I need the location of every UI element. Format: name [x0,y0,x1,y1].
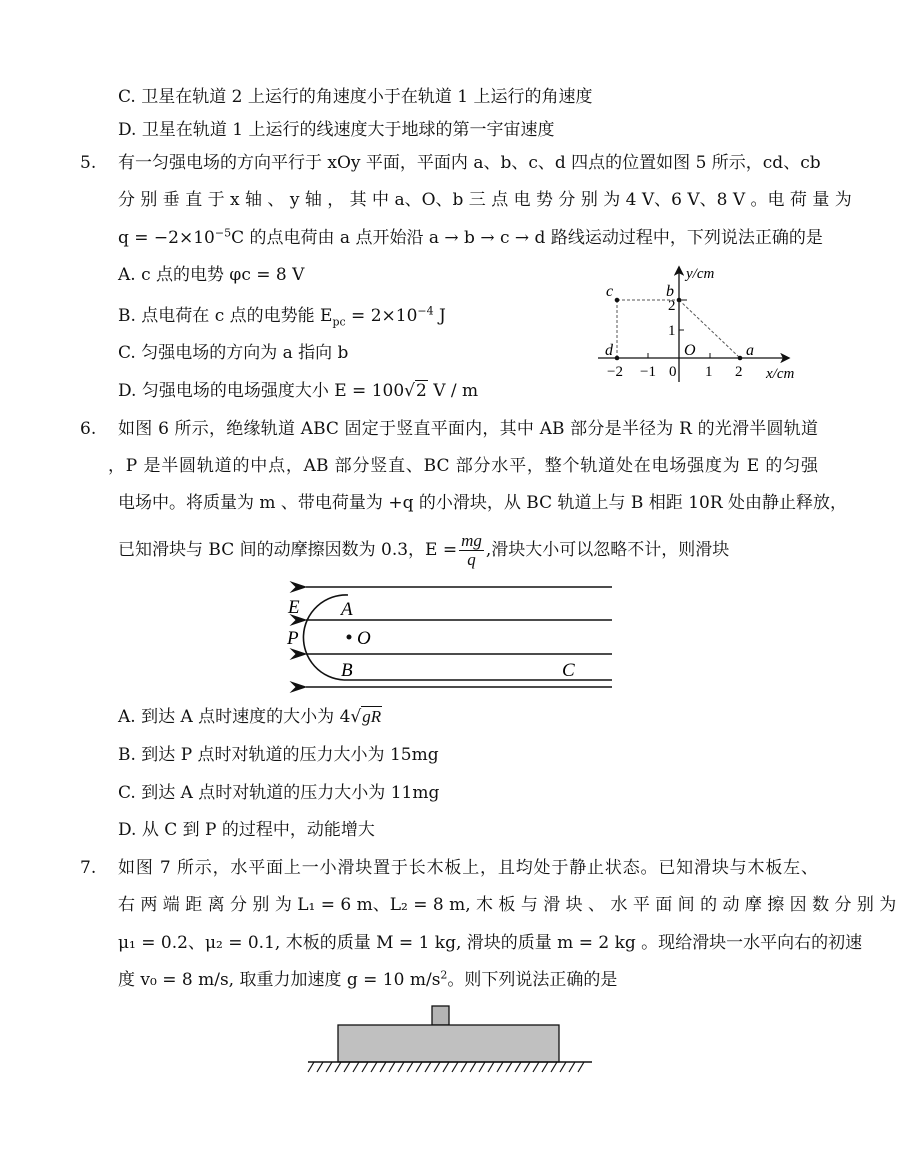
hatch-mark [371,1062,377,1072]
hatch-mark [407,1062,413,1072]
hatch-mark [326,1062,332,1072]
hatch-mark [569,1062,575,1072]
label-a: a [746,342,754,359]
hatch-mark [317,1062,323,1072]
y-tick-label: 2 [668,298,676,314]
label-b: B [341,660,353,681]
point-a [738,356,743,361]
label-b: b [666,283,674,300]
sqrt-icon: √ [404,381,415,401]
center-o [347,635,352,640]
fraction-numerator: mg [461,531,482,550]
hatch-mark [362,1062,368,1072]
hatch-mark [488,1062,494,1072]
label-a: A [341,599,353,620]
hatch-mark [578,1062,584,1072]
label-p: P [287,628,299,649]
hatch-mark [506,1062,512,1072]
point-b [677,298,682,303]
q5-option-a: A. c 点的电势 φc = 8 V [118,265,305,285]
ground-hatching [308,1062,584,1072]
hatch-mark [398,1062,404,1072]
hatch-mark [353,1062,359,1072]
x-tick-label: −2 [607,364,623,380]
hatch-mark [425,1062,431,1072]
q6-option-a-text: A. 到达 A 点时速度的大小为 4 [118,707,351,727]
hatch-mark [389,1062,395,1072]
q5-stem-line2: 分 别 垂 直 于 x 轴 、 y 轴 ， 其 中 a、O、b 三 点 电 势 分 别 为 4 V、6 V、8 V 。电 荷 量 为 [118,190,852,210]
q6-option-a [118,706,382,728]
hatch-mark [533,1062,539,1072]
q6-option-c: C. 到达 A 点时对轨道的压力大小为 11mg [118,783,440,803]
label-d: d [605,342,613,359]
fraction-mg-over-q [459,532,484,569]
figure-6-track-diagram [270,575,630,700]
y-tick-label: 1 [668,323,676,339]
q6-option-a-radicand: gR [362,707,382,726]
q7-exponent: 2 [440,968,448,982]
label-e: E [288,597,300,618]
hatch-mark [416,1062,422,1072]
q7-number: 7. [80,858,97,878]
q6-stem-line4-rest: ,滑块大小可以忽略不计，则滑块 [485,540,730,560]
small-block [432,1006,449,1025]
fraction-denominator: q [467,550,476,569]
figure-5-coordinate-diagram [590,258,810,388]
q5-option-b-text: B. 点电荷在 c 点的电势能 E [118,306,333,326]
hatch-mark [344,1062,350,1072]
q6-stem-line1: 如图 6 所示，绝缘轨道 ABC 固定于竖直平面内，其中 AB 部分是半径为 R 的光滑半圆轨道 [118,419,818,439]
q7-stem-line1: 如图 7 所示，水平面上一小滑块置于长木板上，且均处于静止状态。已知滑块与木板左、 [118,858,818,878]
q7-stem-line2: 右 两 端 距 离 分 别 为 L₁ = 6 m、L₂ = 8 m, 木 板 与 滑 块 、 水 平 面 间 的 动 摩 擦 因 数 分 别 为 [118,895,897,915]
label-c: C [562,660,575,681]
q6-option-b: B. 到达 P 点时对轨道的压力大小为 15mg [118,745,439,765]
point-c [615,298,620,303]
q4-option-c: C. 卫星在轨道 2 上运行的角速度小于在轨道 1 上运行的角速度 [118,87,593,107]
hatch-mark [461,1062,467,1072]
y-axis-label: y/cm [686,266,715,282]
hatch-mark [479,1062,485,1072]
q7-stem-line3: μ₁ = 0.2、μ₂ = 0.1, 木板的质量 M = 1 kg, 滑块的质量 m = 2 kg 。现给滑块一水平向右的初速 [118,933,863,953]
long-board [338,1025,559,1062]
hatch-mark [308,1062,314,1072]
q5-option-d-text: D. 匀强电场的电场强度大小 E = 100 [118,381,405,401]
x-axis-label: x/cm [766,366,795,382]
q5-charge-exponent: −5 [214,226,232,240]
q5-stem-rest: C 的点电荷由 a 点开始沿 a → b → c → d 路线运动过程中，下列说法正确的是 [231,228,823,248]
q5-stem-line1: 有一匀强电场的方向平行于 xOy 平面，平面内 a、b、c、d 四点的位置如图 5 所示，cd、cb [118,153,821,173]
q5-option-d [118,380,478,402]
q7-stem-line4 [118,969,617,991]
q5-option-c: C. 匀强电场的方向为 a 指向 b [118,343,349,363]
label-origin: O [684,342,696,359]
q5-option-b [118,305,446,327]
label-c: c [606,283,614,300]
sqrt-icon: √ [350,707,362,727]
q5-option-d-unit: V / m [427,381,479,401]
hatch-mark [470,1062,476,1072]
q5-charge-value: q = −2×10 [118,228,215,248]
q6-stem-line2: ，P 是半圆轨道的中点，AB 部分竖直、BC 部分水平，整个轨道处在电场强度为 E 的匀强 [108,456,818,476]
hatch-mark [551,1062,557,1072]
q5-stem-line3 [118,227,823,249]
hatch-mark [335,1062,341,1072]
q5-option-b-eq: = 2×10 [345,306,418,326]
q6-stem-line4-text: 已知滑块与 BC 间的动摩擦因数为 0.3，E = [118,540,458,560]
q6-option-d: D. 从 C 到 P 的过程中，动能增大 [118,820,375,840]
x-tick-label: 0 [669,364,677,380]
point-d [615,356,620,361]
q7-stem-line4-text: 度 v₀ = 8 m/s, 取重力加速度 g = 10 m/s [118,970,441,990]
q7-stem-line4-rest: 。则下列说法正确的是 [447,970,618,990]
q6-stem-line4 [118,532,729,569]
x-tick-label: 1 [705,364,713,380]
q5-option-b-exponent: −4 [417,304,434,318]
hatch-mark [560,1062,566,1072]
q6-stem-line3: 电场中。将质量为 m 、带电荷量为 +q 的小滑块，从 BC 轨道上与 B 相距 10R 处由静止释放， [118,493,848,513]
q5-option-d-radicand: 2 [416,381,427,401]
hatch-mark [443,1062,449,1072]
hatch-mark [452,1062,458,1072]
q5-option-b-subscript: pc [332,315,346,329]
q6-number: 6. [80,419,97,439]
hatch-mark [497,1062,503,1072]
q5-option-b-unit: J [433,306,446,326]
hatch-mark [515,1062,521,1072]
x-tick-label: −1 [640,364,656,380]
hatch-mark [434,1062,440,1072]
x-tick-label: 2 [735,364,743,380]
figure-7-board-diagram [300,1000,600,1075]
label-o: O [357,628,371,649]
hatch-mark [542,1062,548,1072]
hatch-mark [524,1062,530,1072]
q5-number: 5. [80,153,97,173]
hatch-mark [380,1062,386,1072]
q4-option-d: D. 卫星在轨道 1 上运行的线速度大于地球的第一宇宙速度 [118,120,555,140]
